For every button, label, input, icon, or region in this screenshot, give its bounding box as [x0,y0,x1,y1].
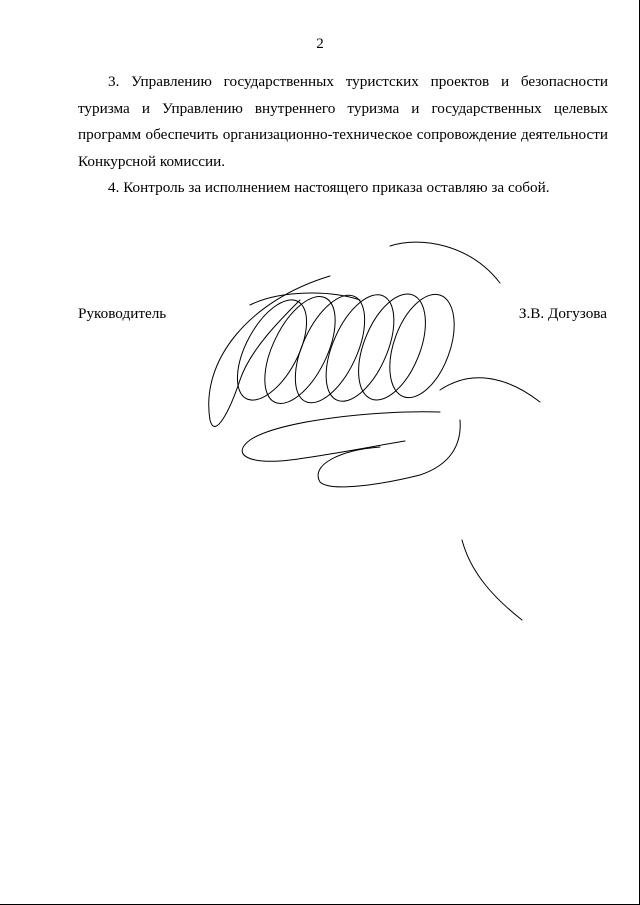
paragraph-item-3: 3. Управлению государственных туристских проектов и безопасности туризма и Управлению внутреннего туризма и государственных целевых программ обеспечить организационно-техническое сопровождение деятельности Конкурсной комиссии. [78,73,608,170]
signature-stroke-outer [250,293,360,305]
signer-title: Руководитель [78,305,167,322]
signature-stroke-slash [462,540,522,620]
page-number: 2 [316,36,324,52]
signature-stroke-tail [440,378,540,402]
paragraph-item-4: 4. Контроль за исполнением настоящего приказа оставляю за собой. [108,179,550,196]
signature-stroke-top [390,242,500,283]
signer-name: З.В. Догузова [518,305,607,322]
signature-stroke-underline [242,412,440,462]
signature-stroke-underline [318,420,460,487]
signature-stroke-outer [209,276,330,426]
signature-loop [223,289,321,411]
